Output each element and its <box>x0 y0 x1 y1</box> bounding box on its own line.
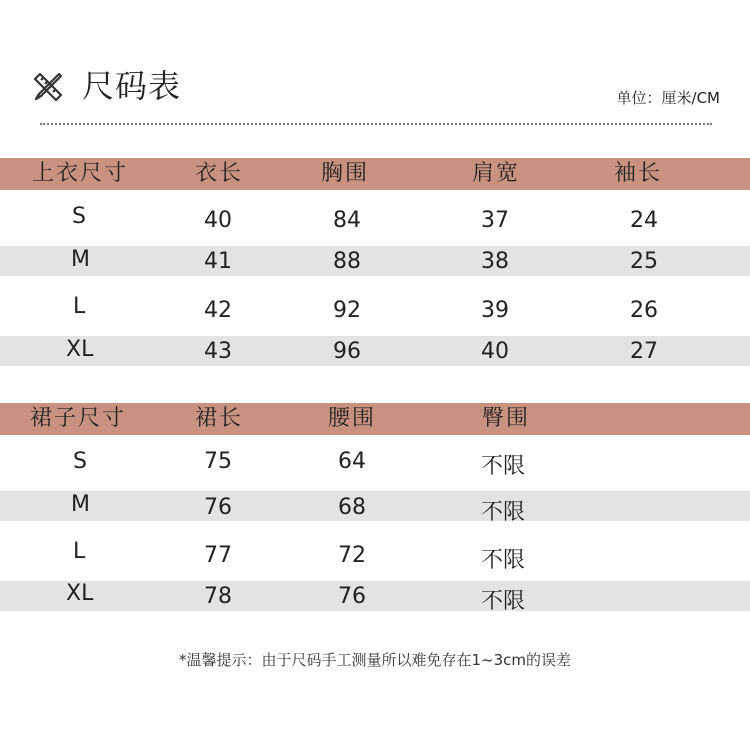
header-cell: 裙长 <box>195 406 244 431</box>
table-row <box>0 449 750 479</box>
header <box>0 0 750 130</box>
table-cell: 77 <box>204 543 232 568</box>
table-cell: 37 <box>481 208 509 233</box>
table-row <box>0 581 750 614</box>
table-row <box>0 204 750 234</box>
table-cell: 41 <box>204 249 232 274</box>
header-cell: 胸围 <box>321 161 370 186</box>
table-cell: 76 <box>338 584 366 609</box>
header-cell: 臀围 <box>482 406 531 431</box>
size-cell: L <box>73 294 86 319</box>
header-cell: 裙子尺寸 <box>30 406 127 431</box>
table-cell: 不限 <box>481 500 526 525</box>
table-cell: 26 <box>630 298 658 323</box>
size-cell: XL <box>66 337 94 362</box>
footnote: *温馨提示：由于尺码手工测量所以难免存在1~3cm的误差 <box>178 651 572 669</box>
table-cell: 40 <box>204 208 232 233</box>
table-cell: 39 <box>481 298 509 323</box>
table-cell: 78 <box>204 584 232 609</box>
size-cell: S <box>73 449 87 474</box>
table-cell: 76 <box>204 495 232 520</box>
header-cell: 袖长 <box>614 161 663 186</box>
table-header <box>0 403 750 435</box>
table-row <box>0 539 750 573</box>
divider <box>40 123 712 125</box>
table-row <box>0 491 750 525</box>
header-cell: 肩宽 <box>472 161 521 186</box>
table-cell: 38 <box>481 249 509 274</box>
table-cell: 75 <box>204 449 232 474</box>
size-cell: XL <box>66 581 94 606</box>
header-cell: 腰围 <box>328 406 377 431</box>
table-header <box>0 158 750 190</box>
table-row <box>0 246 750 276</box>
table-cell: 84 <box>333 208 361 233</box>
table-row <box>0 294 750 324</box>
ruler-pencil-icon <box>32 71 64 103</box>
table-cell: 92 <box>333 298 361 323</box>
unit-label: 单位：厘米/CM <box>616 89 720 107</box>
table-cell: 68 <box>338 495 366 520</box>
size-cell: M <box>71 247 90 272</box>
table-cell: 25 <box>630 249 658 274</box>
table-cell: 不限 <box>481 589 526 614</box>
table-cell: 40 <box>481 339 509 364</box>
size-cell: M <box>71 492 90 517</box>
table-cell: 不限 <box>481 548 526 573</box>
header-cell: 上衣尺寸 <box>32 161 129 186</box>
page-title: 尺码表 <box>82 67 182 105</box>
table-cell: 88 <box>333 249 361 274</box>
table-cell: 24 <box>630 208 658 233</box>
table-row <box>0 336 750 366</box>
table-cell: 96 <box>333 339 361 364</box>
size-cell: L <box>73 539 86 564</box>
table-cell: 43 <box>204 339 232 364</box>
table-cell: 42 <box>204 298 232 323</box>
size-cell: S <box>72 204 86 229</box>
header-cell: 衣长 <box>195 161 244 186</box>
table-cell: 64 <box>338 449 366 474</box>
table-cell: 72 <box>338 543 366 568</box>
table-cell: 不限 <box>481 454 526 479</box>
table-cell: 27 <box>630 339 658 364</box>
